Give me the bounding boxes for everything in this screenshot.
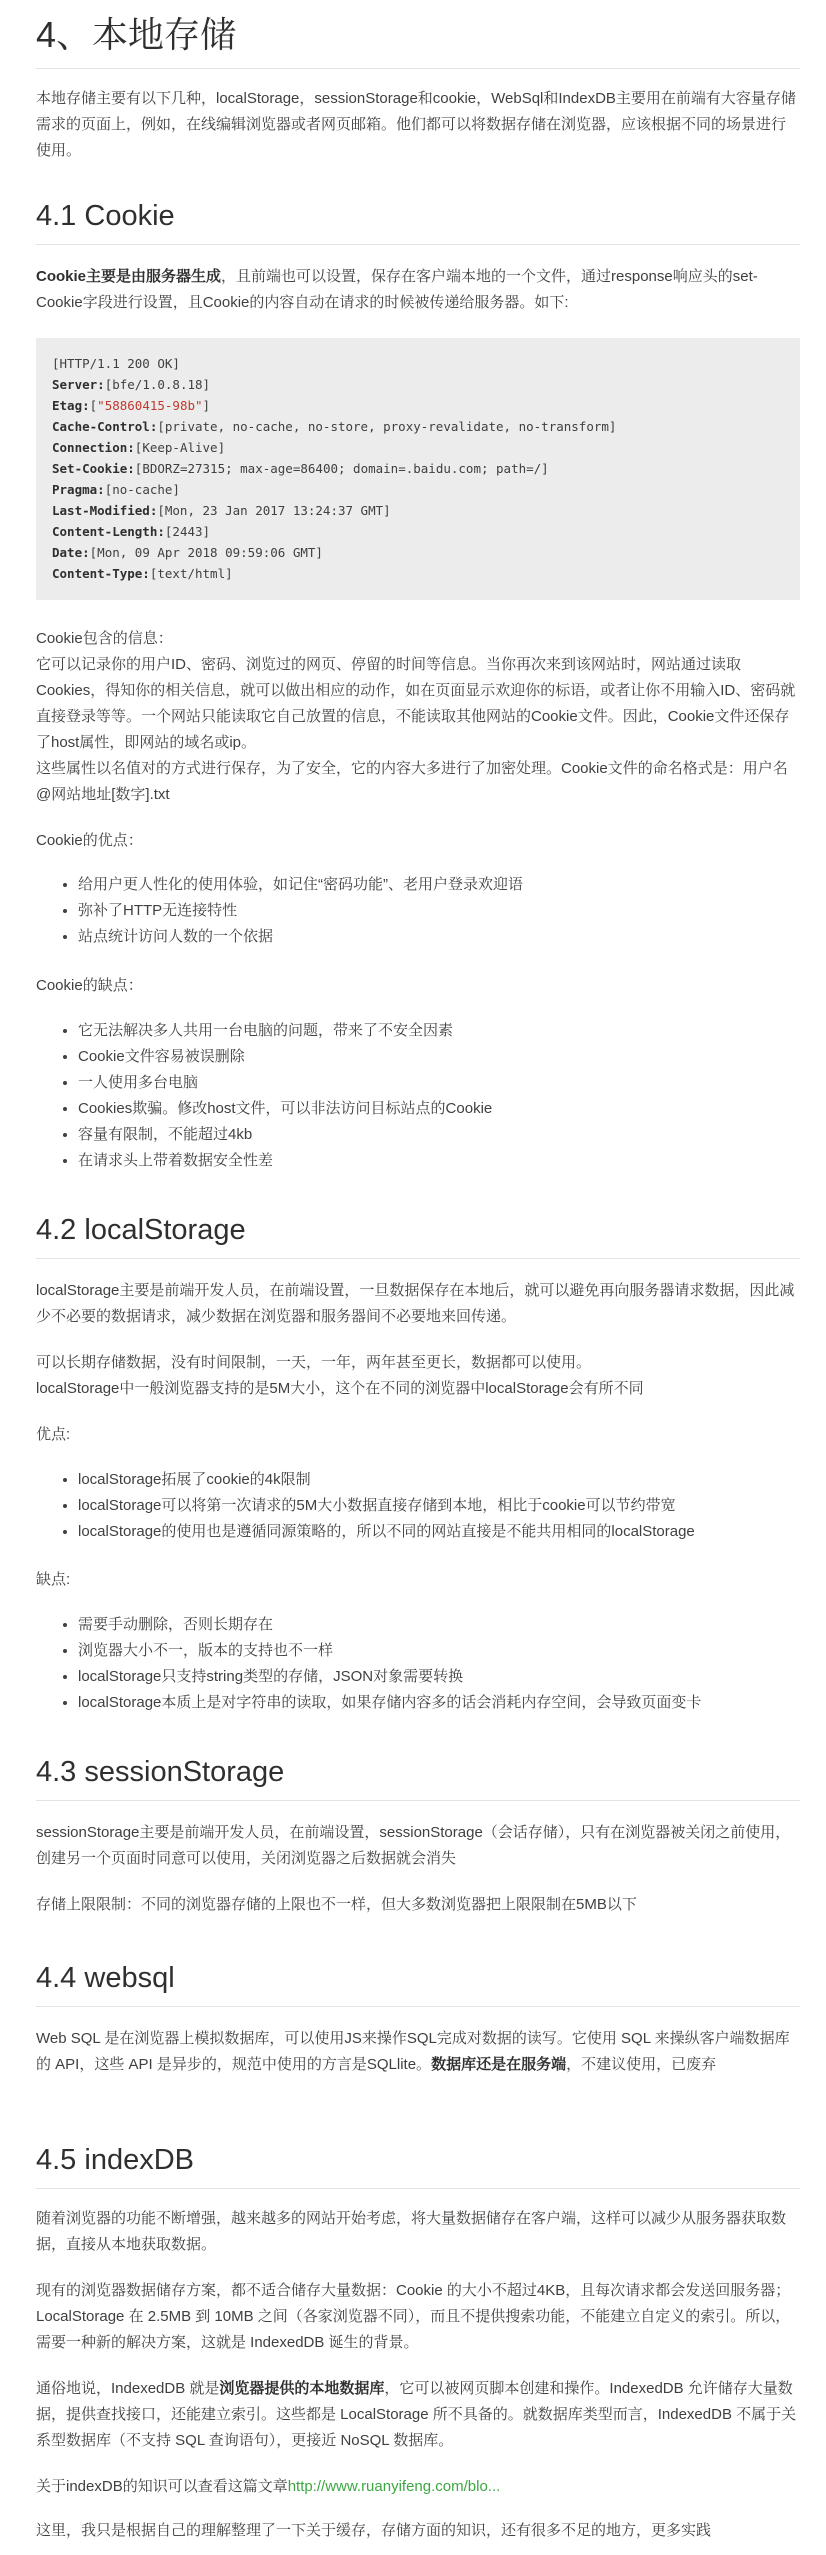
list-item: • localStorage拓展了cookie的4k限制	[78, 1467, 800, 1493]
cookie-pros-list	[36, 872, 800, 950]
code-header-name: Content-Type:	[52, 566, 150, 581]
cookie-info-text: 它可以记录你的用户ID、密码、浏览过的网页、停留的时间等信息。当你再次来到该网站时，网站通过读取Cookies，得知你的相关信息，就可以做出相应的动作，如在页面显示欢迎你的标语，或者让你不用输入ID、密码就直接登录等等。一个网站只能读取它自己放置的信息，不能读取其他网站的Cookie文件。因此，Cookie文件还保存了host属性，即网站的域名或ip。	[36, 656, 796, 751]
heading-sessionstorage: 4.3 sessionStorage	[36, 1752, 800, 1801]
code-line	[52, 395, 784, 416]
indexdb-link-intro: 关于indexDB的知识可以查看这篇文章	[36, 2478, 288, 2495]
code-line	[52, 542, 784, 563]
heading-cookie: 4.1 Cookie	[36, 196, 800, 245]
list-item: • 在请求头上带着数据安全性差	[78, 1148, 800, 1174]
websql-text-a: Web SQL 是在浏览器上模拟数据库，可以使用JS来操作SQL完成对数据的读写。它使用 SQL 来操纵客户端数据库的 API，这些 API 是异步的，规范中使用的方言是SQLlite。	[36, 2030, 790, 2073]
code-header-name: Etag:	[52, 398, 90, 413]
article-link[interactable]: http://www.ruanyifeng.com/blo...	[287, 2478, 501, 2495]
list-item: • localStorage本质上是对字符串的读取，如果存储内容多的话会消耗内存空间，会导致页面变卡	[78, 1690, 800, 1716]
code-line	[52, 374, 784, 395]
http-header-code-block	[36, 338, 800, 600]
list-item: • 弥补了HTTP无连接特性	[78, 898, 800, 924]
indexdb-text-bold: 浏览器提供的本地数据库	[219, 2380, 385, 2397]
page-title: 4、本地存储	[36, 12, 800, 69]
localstorage-paragraph-1: localStorage主要是前端开发人员，在前端设置，一旦数据保存在本地后，就可以避免再向服务器请求数据，因此减少不必要的数据请求，减少数据在浏览器和服务器间不必要地来回传递。	[36, 1282, 795, 1325]
list-item: • 浏览器大小不一，版本的支持也不一样	[78, 1638, 800, 1664]
closing-paragraph: 这里，我只是根据自己的理解整理了一下关于缓存，存储方面的知识，还有很多不足的地方，更多实践	[36, 2522, 712, 2539]
sessionstorage-paragraph-2: 存储上限限制：不同的浏览器存储的上限也不一样，但大多数浏览器把上限限制在5MB以下	[36, 1896, 637, 1913]
code-header-name: Cache-Control:	[52, 419, 158, 434]
indexdb-paragraph-1: 随着浏览器的功能不断增强，越来越多的网站开始考虑，将大量数据储存在客户端，这样可以减少从服务器获取数据，直接从本地获取数据。	[36, 2210, 787, 2253]
sessionstorage-paragraph-1: sessionStorage主要是前端开发人员，在前端设置，sessionStorage（会话存储），只有在浏览器被关闭之前使用，创建另一个页面时同意可以使用，关闭浏览器之后数据就会消失	[36, 1824, 791, 1867]
list-item: • localStorage的使用也是遵循同源策略的，所以不同的网站直接是不能共用相同的localStorage	[78, 1519, 800, 1545]
code-line	[52, 521, 784, 542]
code-header-value: [	[89, 398, 98, 413]
code-line	[52, 437, 784, 458]
code-header-value: [text/html]	[149, 566, 233, 581]
list-item: • 容量有限制，不能超过4kb	[78, 1122, 800, 1148]
localstorage-pros-list	[36, 1467, 800, 1545]
websql-paragraph	[36, 2026, 800, 2078]
code-header-name: Set-Cookie:	[52, 461, 135, 476]
localstorage-cons-list	[36, 1612, 800, 1716]
indexdb-paragraph-3	[36, 2376, 800, 2454]
list-item: • localStorage只支持string类型的存储，JSON对象需要转换	[78, 1664, 800, 1690]
websql-text-c: ，不建议使用，已废弃	[566, 2056, 717, 2073]
code-line	[52, 563, 784, 584]
code-header-value: [BDORZ=27315; max-age=86400; domain=.baidu.com; path=/]	[134, 461, 549, 476]
cookie-lead-text: ，且前端也可以设置，保存在客户端本地的一个文件，通过response响应头的set-Cookie字段进行设置，且Cookie的内容自动在请求的时候被传递给服务器。如下:	[36, 268, 758, 311]
code-line	[52, 479, 784, 500]
heading-indexdb: 4.5 indexDB	[36, 2140, 800, 2189]
code-header-value: [bfe/1.0.8.18]	[104, 377, 211, 392]
list-item: • Cookies欺骗。修改host文件，可以非法访问目标站点的Cookie	[78, 1096, 800, 1122]
intro-paragraph: 本地存储主要有以下几种，localStorage，sessionStorage和cookie，WebSql和IndexDB主要用在前端有大容量存储需求的页面上，例如，在线编辑浏览器或者网页邮箱。他们都可以将数据存储在浏览器，应该根据不同的场景进行使用。	[36, 90, 796, 159]
code-header-value: [Keep-Alive]	[134, 440, 226, 455]
indexdb-paragraph-2: 现有的浏览器数据储存方案，都不适合储存大量数据：Cookie 的大小不超过4KB，且每次请求都会发送回服务器；LocalStorage 在 2.5MB 到 10MB 之间（各家浏览器不同），而且不提供搜索功能，不能建立自定义的索引。所以，需要一种新的解决方案，这就是 IndexedDB 诞生的背景。	[36, 2282, 791, 2351]
code-line	[52, 500, 784, 521]
list-item: • 一人使用多台电脑	[78, 1070, 800, 1096]
code-header-name: Date:	[52, 545, 90, 560]
cookie-lead	[36, 264, 800, 316]
cookie-pros-label: Cookie的优点：	[36, 832, 143, 849]
code-header-value: [no-cache]	[104, 482, 180, 497]
list-item: • Cookie文件容易被误删除	[78, 1044, 800, 1070]
code-header-name: Server:	[52, 377, 105, 392]
localstorage-paragraph-2a: 可以长期存储数据，没有时间限制，一天，一年，两年甚至更长，数据都可以使用。	[36, 1354, 592, 1371]
list-item: • localStorage可以将第一次请求的5M大小数据直接存储到本地，相比于cookie可以节约带宽	[78, 1493, 800, 1519]
cookie-cons-list	[36, 1018, 800, 1174]
indexdb-text-a: 通俗地说，IndexedDB 就是	[36, 2380, 220, 2397]
code-header-name: Content-Length:	[52, 524, 165, 539]
code-header-name: Last-Modified:	[52, 503, 158, 518]
list-item: • 站点统计访问人数的一个依据	[78, 924, 800, 950]
code-header-value: [private, no-cache, no-store, proxy-revalidate, no-transform]	[157, 419, 617, 434]
list-item: • 它无法解决多人共用一台电脑的问题，带来了不安全因素	[78, 1018, 800, 1044]
cookie-cons-label: Cookie的缺点：	[36, 977, 143, 994]
cookie-info-label: Cookie包含的信息：	[36, 630, 173, 647]
code-header-value: [2443]	[164, 524, 211, 539]
code-line	[52, 458, 784, 479]
indexdb-text-c: ，它可以被网页脚本创建和操作。IndexedDB 允许储存大量数据，提供查找接口，还能建立索引。这些都是 LocalStorage 所不具备的。就数据库类型而言，IndexedDB 不属于关系型数据库（不支持 SQL 查询语句），更接近 NoSQL 数据库。	[36, 2380, 797, 2449]
localstorage-pros-label: 优点:	[36, 1426, 71, 1443]
code-header-name: Pragma:	[52, 482, 105, 497]
code-header-value: [Mon, 09 Apr 2018 09:59:06 GMT]	[89, 545, 323, 560]
code-line	[52, 353, 784, 374]
websql-text-bold: 数据库还是在服务端	[431, 2056, 567, 2073]
code-header-name: Connection:	[52, 440, 135, 455]
cookie-info-text-2: 这些属性以名值对的方式进行保存，为了安全，它的内容大多进行了加密处理。Cookie文件的命名格式是：用户名@网站地址[数字].txt	[36, 760, 788, 803]
code-line	[52, 416, 784, 437]
code-header-name: [HTTP/1.1 200 OK]	[52, 356, 180, 371]
cookie-lead-bold: Cookie主要是由服务器生成	[36, 268, 222, 285]
code-bracket: ]	[202, 398, 211, 413]
heading-localstorage: 4.2 localStorage	[36, 1210, 800, 1259]
list-item: • 需要手动删除，否则长期存在	[78, 1612, 800, 1638]
localstorage-cons-label: 缺点:	[36, 1571, 71, 1588]
indexdb-paragraph-4	[36, 2474, 800, 2500]
code-header-value: [Mon, 23 Jan 2017 13:24:37 GMT]	[157, 503, 391, 518]
list-item: • 给用户更人性化的使用体验，如记住“密码功能”、老用户登录欢迎语	[78, 872, 800, 898]
localstorage-paragraph-2b: localStorage中一般浏览器支持的是5M大小，这个在不同的浏览器中localStorage会有所不同	[36, 1380, 644, 1397]
heading-websql: 4.4 websql	[36, 1958, 800, 2007]
code-string-value: "58860415-98b"	[97, 398, 203, 413]
